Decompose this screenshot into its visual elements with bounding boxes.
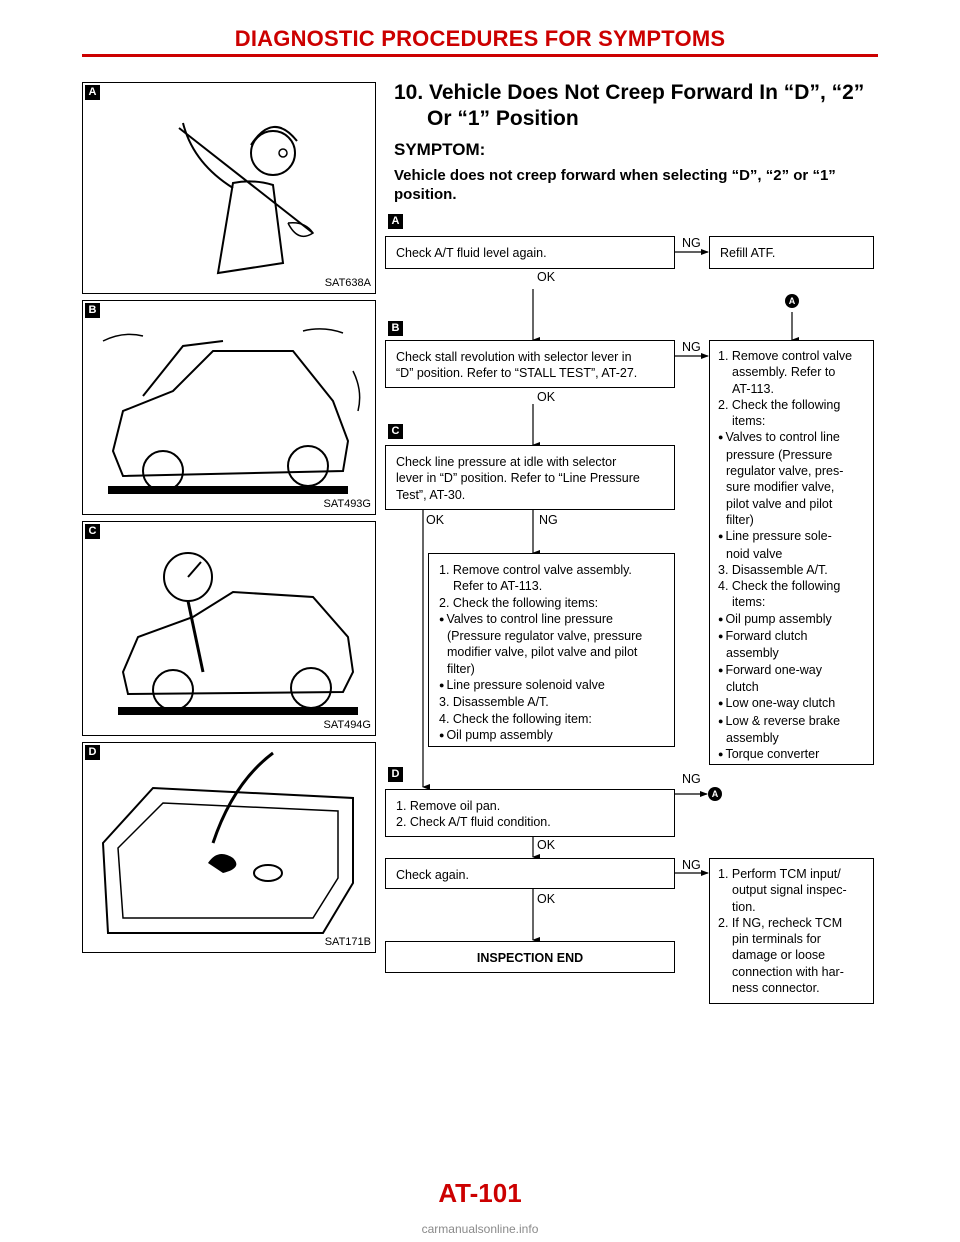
bullet-item: ● Valves to control line <box>718 429 865 446</box>
step-c-line: Check line pressure at idle with selector <box>396 455 617 469</box>
label-ok: OK <box>537 838 556 852</box>
label-ok: OK <box>426 513 445 527</box>
bullet-item: ● Low one-way clutch <box>718 695 865 712</box>
label-ng: NG <box>682 772 701 786</box>
text-line: assembly <box>726 646 779 661</box>
page-number: AT-101 <box>438 1178 522 1208</box>
text-line: connection with har- <box>732 964 844 979</box>
label-ok: OK <box>537 892 556 906</box>
figure-code: SAT638A <box>324 277 371 289</box>
bullet-item: ● Valves to control line pressure <box>439 611 664 628</box>
text-line: AT-113. <box>732 381 774 396</box>
step-c-box <box>385 445 675 510</box>
text-line: 3. Disassemble A/T. <box>718 562 828 577</box>
step-d-line: 2. Check A/T fluid condition. <box>396 815 551 830</box>
step-a-ng-box <box>709 236 874 269</box>
inspection-end-text: INSPECTION END <box>476 951 584 965</box>
step-a-box <box>385 236 675 269</box>
bullet-item: ● Line pressure sole- <box>718 528 865 545</box>
step-c-line: lever in “D” position. Refer to “Line Pressure <box>396 471 640 486</box>
step-a-ng-text: Refill ATF. <box>720 246 776 260</box>
text-line: assembly. Refer to <box>732 365 836 380</box>
page-header-title: DIAGNOSTIC PROCEDURES FOR SYMPTOMS <box>234 26 726 51</box>
text-line: 3. Disassemble A/T. <box>439 695 549 710</box>
step-b-line: Check stall revolution with selector lever in <box>396 350 632 364</box>
text-line: pressure (Pressure <box>726 447 833 462</box>
step-c-ng-box <box>428 553 675 747</box>
step-b-line: “D” position. Refer to “STALL TEST”, AT-27. <box>396 366 638 381</box>
text-line: 2. Check the following items: <box>439 595 599 610</box>
figure-badge: C <box>85 524 100 539</box>
label-ng: NG <box>682 858 701 872</box>
bullet-item: ● Oil pump assembly <box>439 727 664 744</box>
text-line: noid valve <box>726 546 783 561</box>
step-marker-a: A <box>388 214 403 229</box>
label-ok: OK <box>537 390 556 404</box>
text-line: modifier valve, pilot valve and pilot <box>447 645 638 660</box>
symptom-heading: SYMPTOM: <box>394 140 486 159</box>
bullet-item: ● Forward clutch <box>718 628 865 645</box>
ref-marker-label: A <box>788 296 796 306</box>
text-line: 4. Check the following <box>718 579 841 594</box>
text-line: Refer to AT-113. <box>453 579 543 594</box>
text-line: 1. Remove control valve assembly. <box>439 563 632 577</box>
label-ng: NG <box>682 236 701 250</box>
text-line: ness connector. <box>732 981 820 996</box>
text-line: 2. If NG, recheck TCM <box>718 915 843 930</box>
step-b-ng-box <box>709 340 874 765</box>
symptom-text: Vehicle does not creep forward when selecting “D”, “2” or “1” position. <box>394 167 836 203</box>
label-ng: NG <box>682 340 701 354</box>
step-d-line: 1. Remove oil pan. <box>396 799 501 813</box>
section-title-line1: 10. Vehicle Does Not Creep Forward In “D”, “2” <box>394 81 865 104</box>
step-d-box <box>385 789 675 837</box>
bullet-item: ● Forward one-way <box>718 662 865 679</box>
step-e-ng-box <box>709 858 874 1004</box>
text-line: 4. Check the following item: <box>439 711 592 726</box>
step-c-line: Test”, AT-30. <box>396 487 466 502</box>
figure-code: SAT494G <box>323 719 371 731</box>
step-a-text: Check A/T fluid level again. <box>396 246 547 260</box>
text-line: assembly <box>726 730 779 745</box>
ref-marker-label: A <box>711 789 719 799</box>
figure-badge: B <box>85 303 100 318</box>
text-line: 1. Remove control valve <box>718 349 853 363</box>
text-line: sure modifier valve, <box>726 480 835 495</box>
text-line: output signal inspec- <box>732 883 847 898</box>
text-line: tion. <box>732 899 756 914</box>
text-line: items: <box>732 595 766 610</box>
text-line: filter) <box>447 661 475 676</box>
step-e-text: Check again. <box>396 868 469 882</box>
text-line: pilot valve and pilot <box>726 496 833 511</box>
step-marker-c: C <box>388 424 403 439</box>
step-marker-b: B <box>388 321 403 336</box>
label-ng: NG <box>539 513 558 527</box>
figure-code: SAT493G <box>323 498 371 510</box>
text-line: pin terminals for <box>732 932 821 947</box>
text-line: regulator valve, pres- <box>726 464 844 479</box>
text-line: 2. Check the following <box>718 397 841 412</box>
step-marker-d: D <box>388 767 403 782</box>
bullet-item: ● Torque converter <box>718 746 865 763</box>
inspection-end-box <box>385 941 675 973</box>
label-ok: OK <box>537 270 556 284</box>
section-title-line2: Or “1” Position <box>427 107 579 130</box>
text-line: 1. Perform TCM input/ <box>718 867 841 881</box>
step-b-box <box>385 340 675 388</box>
text-line: items: <box>732 414 766 429</box>
figure-code: SAT171B <box>324 936 371 948</box>
text-line: filter) <box>726 512 754 527</box>
ref-marker-a-d <box>708 787 722 801</box>
bullet-item: ● Line pressure solenoid valve <box>439 677 664 694</box>
figure-badge: D <box>85 745 100 760</box>
bullet-item: ● Low & reverse brake <box>718 713 865 730</box>
text-line: damage or loose <box>732 948 826 963</box>
ref-marker-a-top <box>785 294 799 308</box>
text-line: (Pressure regulator valve, pressure <box>447 629 643 644</box>
watermark[interactable]: carmanualsonline.info <box>421 1222 539 1236</box>
step-e-box <box>385 858 675 889</box>
figure-badge: A <box>85 85 100 100</box>
text-line: clutch <box>726 679 759 694</box>
bullet-item: ● Oil pump assembly <box>718 611 865 628</box>
